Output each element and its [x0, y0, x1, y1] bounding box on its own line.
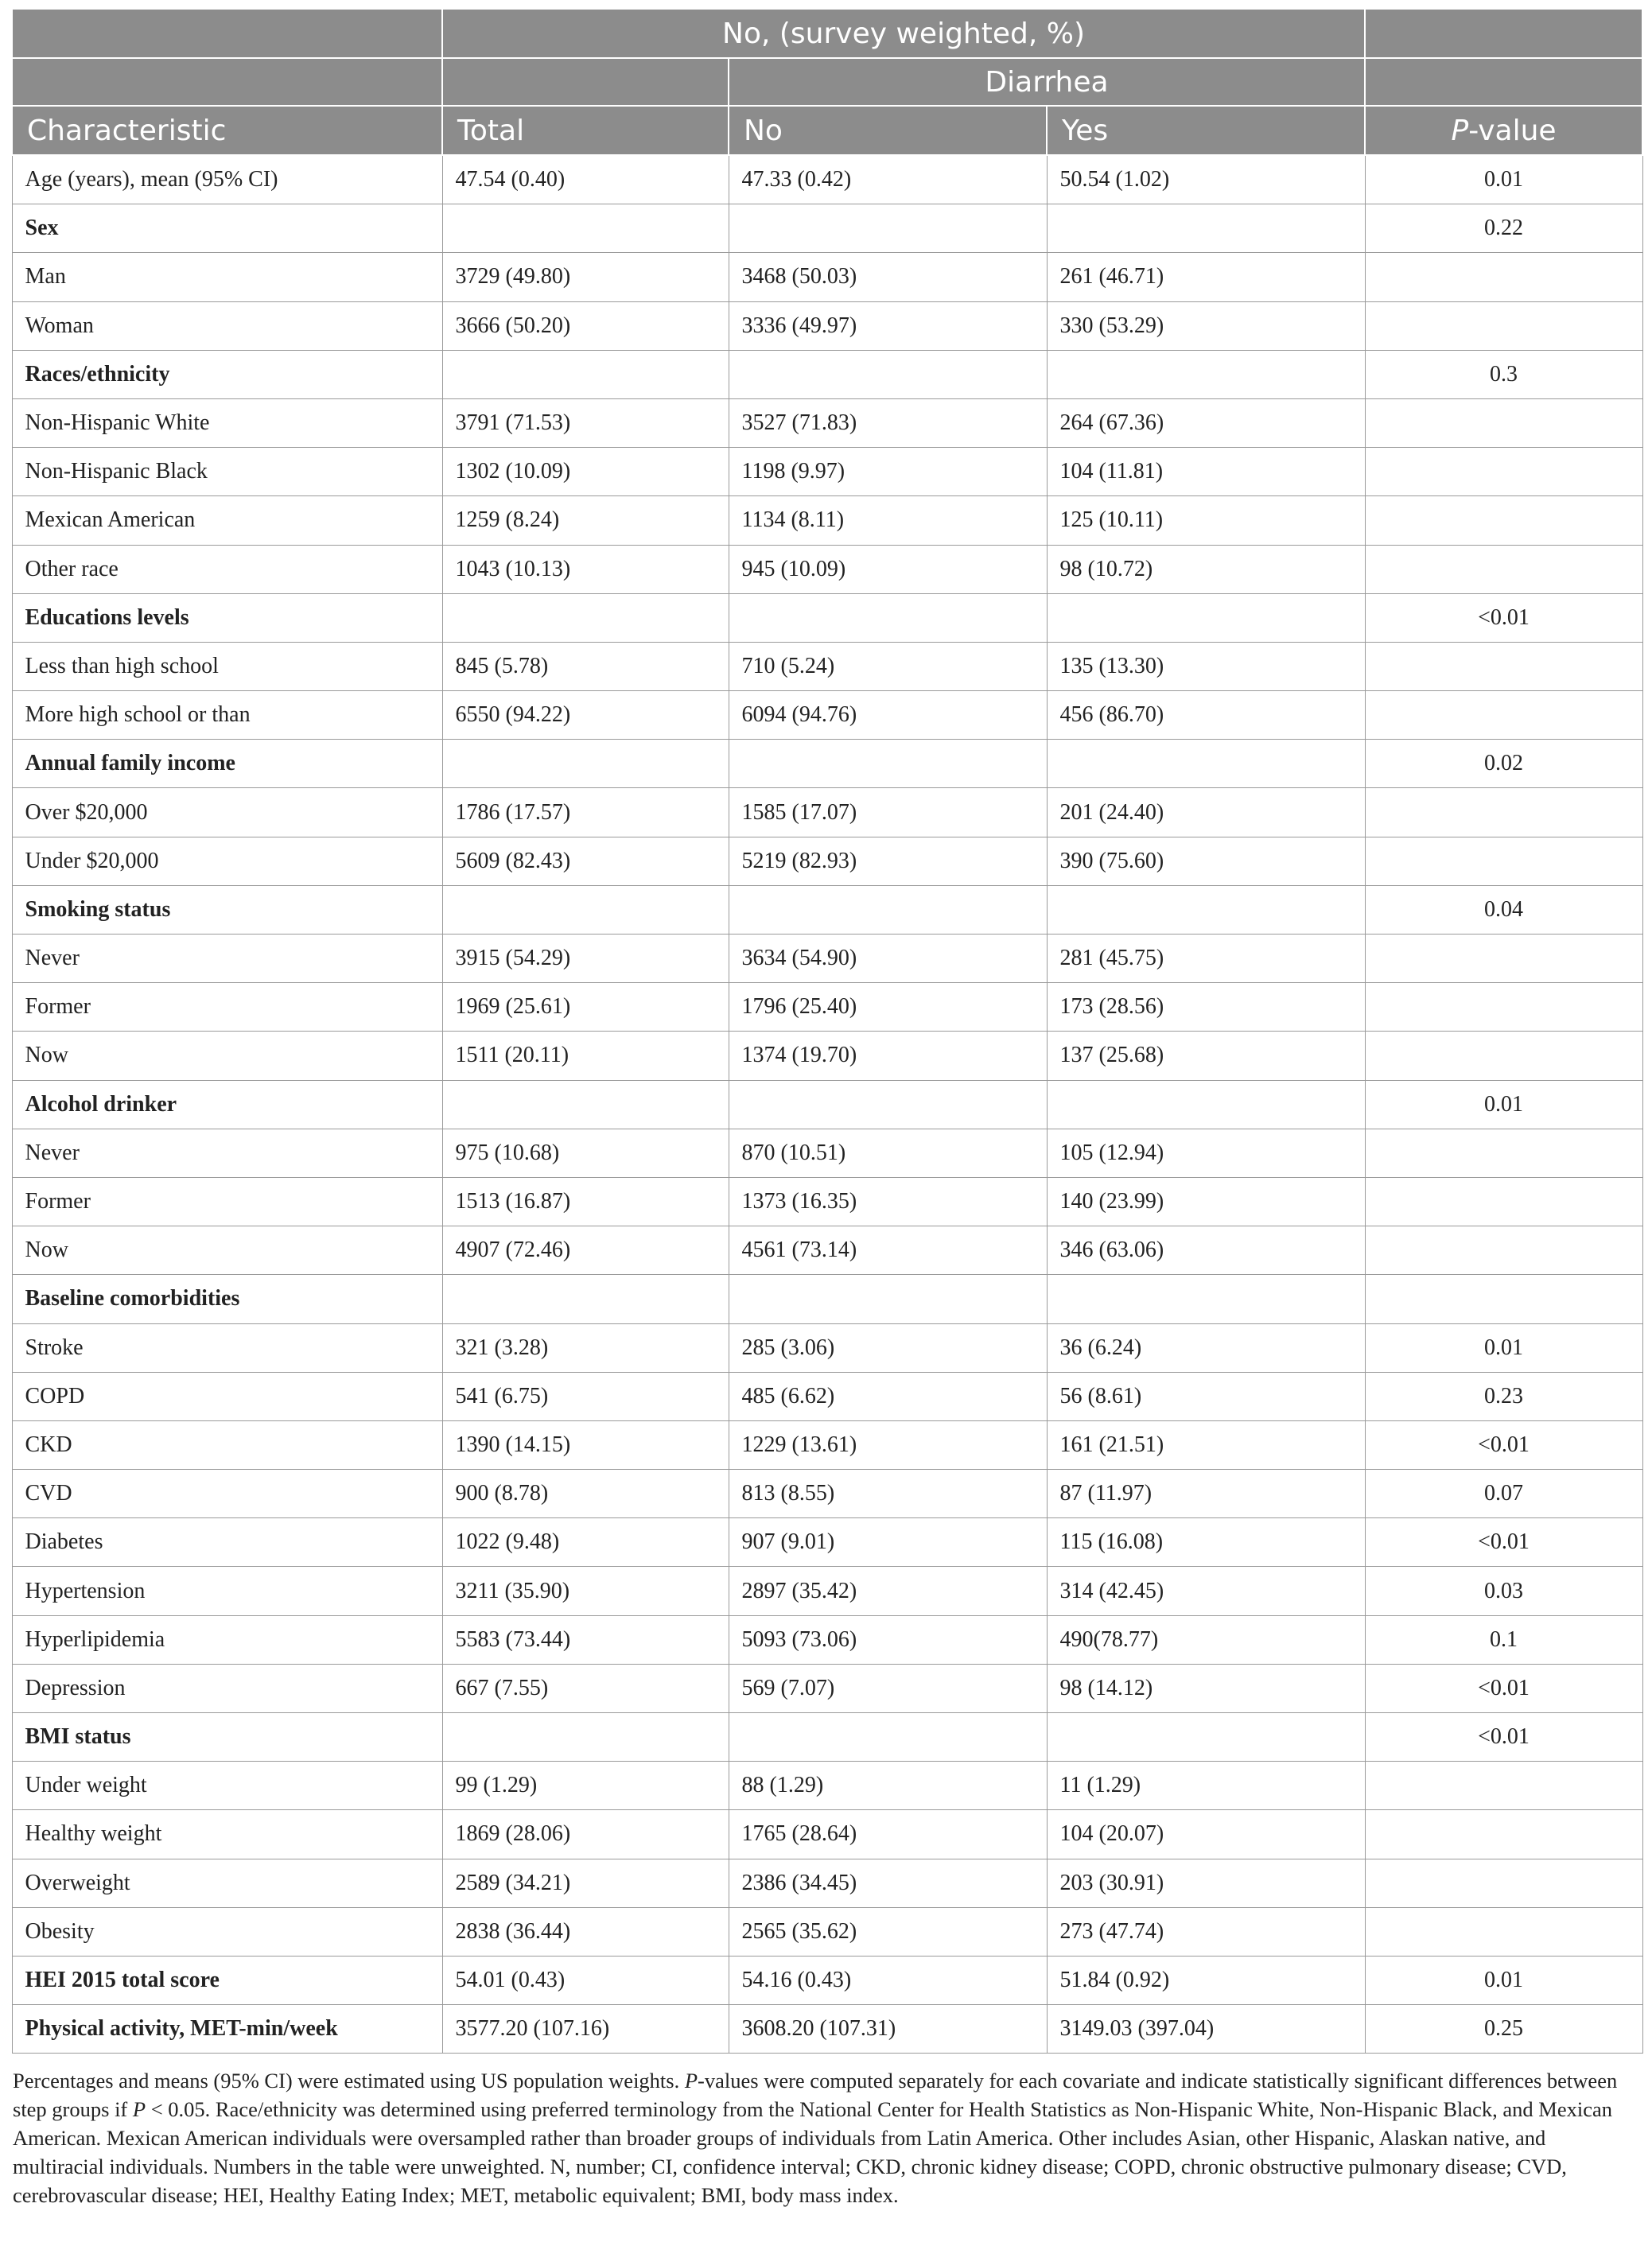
cell-characteristic: Under weight [12, 1762, 442, 1810]
cell-total [442, 1713, 729, 1762]
cell-no: 485 (6.62) [729, 1372, 1047, 1420]
cell-characteristic: Other race [12, 545, 442, 593]
cell-no: 569 (7.07) [729, 1664, 1047, 1712]
cell-p-value: 0.23 [1365, 1372, 1642, 1420]
column-header-p-value [1365, 106, 1642, 155]
cell-characteristic: Overweight [12, 1859, 442, 1907]
cell-yes: 105 (12.94) [1047, 1129, 1365, 1177]
cell-yes: 137 (25.68) [1047, 1032, 1365, 1080]
table-row [12, 253, 1642, 301]
cell-p-value [1365, 545, 1642, 593]
table-row [12, 642, 1642, 690]
cell-no: 907 (9.01) [729, 1518, 1047, 1567]
table-header [12, 9, 1642, 155]
p-suffix: -value [1468, 114, 1557, 147]
cell-total: 845 (5.78) [442, 642, 729, 690]
table-row [12, 1226, 1642, 1275]
header-empty-cell [12, 58, 442, 106]
cell-no: 54.16 (0.43) [729, 1956, 1047, 2004]
cell-yes [1047, 593, 1365, 642]
cell-total: 1390 (14.15) [442, 1420, 729, 1469]
cell-characteristic: Smoking status [12, 885, 442, 934]
cell-total: 4907 (72.46) [442, 1226, 729, 1275]
cell-total: 667 (7.55) [442, 1664, 729, 1712]
cell-yes: 135 (13.30) [1047, 642, 1365, 690]
cell-p-value [1365, 1129, 1642, 1177]
table-row [12, 1420, 1642, 1469]
table-row [12, 545, 1642, 593]
cell-total: 99 (1.29) [442, 1762, 729, 1810]
table-row [12, 1956, 1642, 2004]
cell-no [729, 885, 1047, 934]
cell-total: 1259 (8.24) [442, 496, 729, 545]
cell-total: 1511 (20.11) [442, 1032, 729, 1080]
cell-characteristic: Alcohol drinker [12, 1080, 442, 1129]
cell-p-value [1365, 1226, 1642, 1275]
cell-total: 541 (6.75) [442, 1372, 729, 1420]
cell-no [729, 1080, 1047, 1129]
cell-characteristic: HEI 2015 total score [12, 1956, 442, 2004]
cell-total: 54.01 (0.43) [442, 1956, 729, 2004]
table-row [12, 837, 1642, 885]
cell-yes: 201 (24.40) [1047, 788, 1365, 837]
cell-p-value: 0.01 [1365, 155, 1642, 204]
cell-characteristic: Non-Hispanic White [12, 398, 442, 447]
cell-no: 1585 (17.07) [729, 788, 1047, 837]
cell-characteristic: Stroke [12, 1323, 442, 1372]
cell-total: 321 (3.28) [442, 1323, 729, 1372]
cell-characteristic: Non-Hispanic Black [12, 448, 442, 496]
cell-total: 3729 (49.80) [442, 253, 729, 301]
cell-yes: 203 (30.91) [1047, 1859, 1365, 1907]
cell-yes [1047, 204, 1365, 253]
cell-total: 900 (8.78) [442, 1470, 729, 1518]
cell-p-value [1365, 253, 1642, 301]
cell-no: 1374 (19.70) [729, 1032, 1047, 1080]
table-row [12, 2005, 1642, 2054]
cell-yes [1047, 350, 1365, 398]
cell-total: 6550 (94.22) [442, 691, 729, 740]
table-row [12, 1907, 1642, 1956]
cell-no [729, 1713, 1047, 1762]
cell-p-value: <0.01 [1365, 1713, 1642, 1762]
cell-total [442, 885, 729, 934]
column-header-total: Total [442, 106, 729, 155]
cell-characteristic: Physical activity, MET-min/week [12, 2005, 442, 2054]
cell-no: 2565 (35.62) [729, 1907, 1047, 1956]
cell-yes: 173 (28.56) [1047, 983, 1365, 1032]
cell-p-value: 0.07 [1365, 1470, 1642, 1518]
cell-yes: 98 (14.12) [1047, 1664, 1365, 1712]
cell-yes: 51.84 (0.92) [1047, 1956, 1365, 2004]
cell-no: 47.33 (0.42) [729, 155, 1047, 204]
footnote-text: Percentages and means (95% CI) were estimated using US population weights. P-values were computed separately for each covariate and indicate statistically significant differences between step groups if P < 0.05. Race/ethnicity was determined using preferred terminology from the National Center for Health Statistics as Non-Hispanic White, Non-Hispanic Black, and Mexican American. Mexican American individuals were oversampled rather than broader groups of individuals from Latin America. Other includes Asian, other Hispanic, Alaskan native, and multiracial individuals. Numbers in the table were unweighted. N, number; CI, confidence interval; CKD, chronic kidney disease; COPD, chronic obstructive pulmonary disease; CVD, cerebrovascular disease; HEI, Healthy Eating Index; MET, metabolic equivalent; BMI, body mass index. [13, 2069, 1618, 2208]
table-row [12, 448, 1642, 496]
cell-p-value [1365, 1177, 1642, 1226]
cell-characteristic: Depression [12, 1664, 442, 1712]
table-row [12, 983, 1642, 1032]
cell-total [442, 740, 729, 788]
cell-total: 1302 (10.09) [442, 448, 729, 496]
cell-characteristic: Hypertension [12, 1567, 442, 1615]
cell-p-value [1365, 788, 1642, 837]
cell-yes: 98 (10.72) [1047, 545, 1365, 593]
cell-yes: 115 (16.08) [1047, 1518, 1365, 1567]
cell-characteristic: Sex [12, 204, 442, 253]
cell-p-value [1365, 1032, 1642, 1080]
column-header-characteristic: Characteristic [12, 106, 442, 155]
table-row [12, 1275, 1642, 1323]
cell-characteristic: Annual family income [12, 740, 442, 788]
cell-total: 1869 (28.06) [442, 1810, 729, 1859]
cell-no: 5093 (73.06) [729, 1615, 1047, 1664]
cell-no: 285 (3.06) [729, 1323, 1047, 1372]
cell-no [729, 350, 1047, 398]
cell-no: 1796 (25.40) [729, 983, 1047, 1032]
cell-characteristic: Former [12, 983, 442, 1032]
cell-total [442, 350, 729, 398]
table-row [12, 301, 1642, 350]
cell-total: 1786 (17.57) [442, 788, 729, 837]
table-row [12, 1762, 1642, 1810]
table-row [12, 1859, 1642, 1907]
table-row [12, 1470, 1642, 1518]
cell-total: 3666 (50.20) [442, 301, 729, 350]
cell-yes: 125 (10.11) [1047, 496, 1365, 545]
cell-no: 710 (5.24) [729, 642, 1047, 690]
cell-characteristic: Baseline comorbidities [12, 1275, 442, 1323]
table-row [12, 1323, 1642, 1372]
cell-yes: 104 (11.81) [1047, 448, 1365, 496]
cell-p-value: <0.01 [1365, 1518, 1642, 1567]
table-row [12, 1032, 1642, 1080]
cell-yes [1047, 1275, 1365, 1323]
cell-characteristic: Races/ethnicity [12, 350, 442, 398]
cell-no [729, 1275, 1047, 1323]
cell-p-value [1365, 935, 1642, 983]
cell-p-value: 0.01 [1365, 1080, 1642, 1129]
cell-total: 1043 (10.13) [442, 545, 729, 593]
characteristics-table [11, 8, 1643, 2054]
cell-characteristic: BMI status [12, 1713, 442, 1762]
cell-yes [1047, 1713, 1365, 1762]
cell-p-value: <0.01 [1365, 593, 1642, 642]
cell-total: 1022 (9.48) [442, 1518, 729, 1567]
cell-yes: 264 (67.36) [1047, 398, 1365, 447]
cell-p-value: <0.01 [1365, 1664, 1642, 1712]
cell-yes: 346 (63.06) [1047, 1226, 1365, 1275]
cell-p-value [1365, 983, 1642, 1032]
cell-no: 2386 (34.45) [729, 1859, 1047, 1907]
cell-p-value: 0.01 [1365, 1956, 1642, 2004]
cell-p-value [1365, 398, 1642, 447]
cell-characteristic: Diabetes [12, 1518, 442, 1567]
table-row [12, 204, 1642, 253]
cell-total: 1513 (16.87) [442, 1177, 729, 1226]
cell-p-value [1365, 642, 1642, 690]
header-empty-cell [1365, 9, 1642, 58]
cell-p-value: 0.3 [1365, 350, 1642, 398]
cell-p-value [1365, 1859, 1642, 1907]
cell-characteristic: Under $20,000 [12, 837, 442, 885]
cell-characteristic: Never [12, 935, 442, 983]
cell-yes: 330 (53.29) [1047, 301, 1365, 350]
table-row [12, 1713, 1642, 1762]
table-row [12, 1664, 1642, 1712]
table-row [12, 1177, 1642, 1226]
cell-yes: 273 (47.74) [1047, 1907, 1365, 1956]
cell-p-value: 0.25 [1365, 2005, 1642, 2054]
cell-characteristic: Never [12, 1129, 442, 1177]
cell-p-value [1365, 1810, 1642, 1859]
cell-yes: 261 (46.71) [1047, 253, 1365, 301]
cell-yes: 390 (75.60) [1047, 837, 1365, 885]
cell-characteristic: COPD [12, 1372, 442, 1420]
cell-p-value [1365, 1907, 1642, 1956]
cell-characteristic: Educations levels [12, 593, 442, 642]
cell-total [442, 1275, 729, 1323]
cell-total: 2838 (36.44) [442, 1907, 729, 1956]
cell-p-value: 0.1 [1365, 1615, 1642, 1664]
cell-no: 3634 (54.90) [729, 935, 1047, 983]
cell-characteristic: Less than high school [12, 642, 442, 690]
cell-characteristic: Healthy weight [12, 1810, 442, 1859]
table-row [12, 885, 1642, 934]
cell-no [729, 740, 1047, 788]
p-italic: P [1451, 114, 1469, 147]
cell-yes [1047, 1080, 1365, 1129]
cell-p-value: 0.02 [1365, 740, 1642, 788]
cell-no: 3336 (49.97) [729, 301, 1047, 350]
cell-yes: 56 (8.61) [1047, 1372, 1365, 1420]
cell-total: 3211 (35.90) [442, 1567, 729, 1615]
cell-characteristic: More high school or than [12, 691, 442, 740]
cell-no: 5219 (82.93) [729, 837, 1047, 885]
cell-yes: 3149.03 (397.04) [1047, 2005, 1365, 2054]
cell-yes [1047, 885, 1365, 934]
table-row [12, 1810, 1642, 1859]
table-row [12, 691, 1642, 740]
cell-no: 3608.20 (107.31) [729, 2005, 1047, 2054]
cell-p-value [1365, 301, 1642, 350]
cell-no: 6094 (94.76) [729, 691, 1047, 740]
cell-no: 4561 (73.14) [729, 1226, 1047, 1275]
cell-characteristic: CKD [12, 1420, 442, 1469]
cell-total [442, 204, 729, 253]
table-row [12, 398, 1642, 447]
cell-characteristic: Former [12, 1177, 442, 1226]
group-title: No, (survey weighted, %) [442, 9, 1365, 58]
cell-characteristic: Now [12, 1226, 442, 1275]
table-row [12, 1615, 1642, 1664]
cell-characteristic: CVD [12, 1470, 442, 1518]
column-header-yes: Yes [1047, 106, 1365, 155]
cell-p-value [1365, 1762, 1642, 1810]
cell-yes: 36 (6.24) [1047, 1323, 1365, 1372]
column-header-no: No [729, 106, 1047, 155]
cell-no: 3468 (50.03) [729, 253, 1047, 301]
cell-total [442, 1080, 729, 1129]
cell-yes: 87 (11.97) [1047, 1470, 1365, 1518]
cell-no: 3527 (71.83) [729, 398, 1047, 447]
cell-p-value: 0.04 [1365, 885, 1642, 934]
table-row [12, 1567, 1642, 1615]
table-row [12, 1129, 1642, 1177]
table-row [12, 593, 1642, 642]
cell-characteristic: Over $20,000 [12, 788, 442, 837]
cell-total: 3577.20 (107.16) [442, 2005, 729, 2054]
cell-no: 1134 (8.11) [729, 496, 1047, 545]
cell-no: 813 (8.55) [729, 1470, 1047, 1518]
cell-characteristic: Hyperlipidemia [12, 1615, 442, 1664]
cell-p-value: <0.01 [1365, 1420, 1642, 1469]
cell-total: 47.54 (0.40) [442, 155, 729, 204]
table-body [12, 155, 1642, 2054]
cell-total: 975 (10.68) [442, 1129, 729, 1177]
cell-p-value: 0.22 [1365, 204, 1642, 253]
cell-total: 3791 (71.53) [442, 398, 729, 447]
header-empty-cell [12, 9, 442, 58]
cell-yes [1047, 740, 1365, 788]
cell-total: 3915 (54.29) [442, 935, 729, 983]
cell-no [729, 593, 1047, 642]
cell-no [729, 204, 1047, 253]
cell-p-value [1365, 448, 1642, 496]
header-empty-cell [442, 58, 729, 106]
table-row [12, 1372, 1642, 1420]
cell-p-value [1365, 691, 1642, 740]
cell-yes: 456 (86.70) [1047, 691, 1365, 740]
cell-p-value [1365, 837, 1642, 885]
table-row [12, 496, 1642, 545]
cell-yes: 104 (20.07) [1047, 1810, 1365, 1859]
table-row [12, 155, 1642, 204]
table-footnote [11, 2066, 1642, 2209]
table-row [12, 740, 1642, 788]
cell-total: 5609 (82.43) [442, 837, 729, 885]
cell-p-value: 0.03 [1365, 1567, 1642, 1615]
cell-yes: 161 (21.51) [1047, 1420, 1365, 1469]
cell-characteristic: Mexican American [12, 496, 442, 545]
subgroup-title: Diarrhea [729, 58, 1365, 106]
table-container [11, 8, 1642, 2209]
cell-no: 88 (1.29) [729, 1762, 1047, 1810]
cell-total: 2589 (34.21) [442, 1859, 729, 1907]
cell-total: 1969 (25.61) [442, 983, 729, 1032]
cell-yes: 140 (23.99) [1047, 1177, 1365, 1226]
table-row [12, 1518, 1642, 1567]
cell-no: 1765 (28.64) [729, 1810, 1047, 1859]
cell-yes: 50.54 (1.02) [1047, 155, 1365, 204]
cell-yes: 490(78.77) [1047, 1615, 1365, 1664]
cell-no: 945 (10.09) [729, 545, 1047, 593]
cell-no: 2897 (35.42) [729, 1567, 1047, 1615]
cell-no: 870 (10.51) [729, 1129, 1047, 1177]
cell-characteristic: Obesity [12, 1907, 442, 1956]
cell-p-value [1365, 496, 1642, 545]
cell-characteristic: Age (years), mean (95% CI) [12, 155, 442, 204]
cell-characteristic: Man [12, 253, 442, 301]
cell-no: 1373 (16.35) [729, 1177, 1047, 1226]
header-empty-cell [1365, 58, 1642, 106]
cell-yes: 11 (1.29) [1047, 1762, 1365, 1810]
cell-total [442, 593, 729, 642]
table-row [12, 788, 1642, 837]
cell-yes: 314 (42.45) [1047, 1567, 1365, 1615]
table-row [12, 935, 1642, 983]
cell-yes: 281 (45.75) [1047, 935, 1365, 983]
cell-characteristic: Woman [12, 301, 442, 350]
table-row [12, 350, 1642, 398]
cell-characteristic: Now [12, 1032, 442, 1080]
cell-p-value [1365, 1275, 1642, 1323]
cell-no: 1229 (13.61) [729, 1420, 1047, 1469]
cell-p-value: 0.01 [1365, 1323, 1642, 1372]
table-row [12, 1080, 1642, 1129]
cell-total: 5583 (73.44) [442, 1615, 729, 1664]
cell-no: 1198 (9.97) [729, 448, 1047, 496]
